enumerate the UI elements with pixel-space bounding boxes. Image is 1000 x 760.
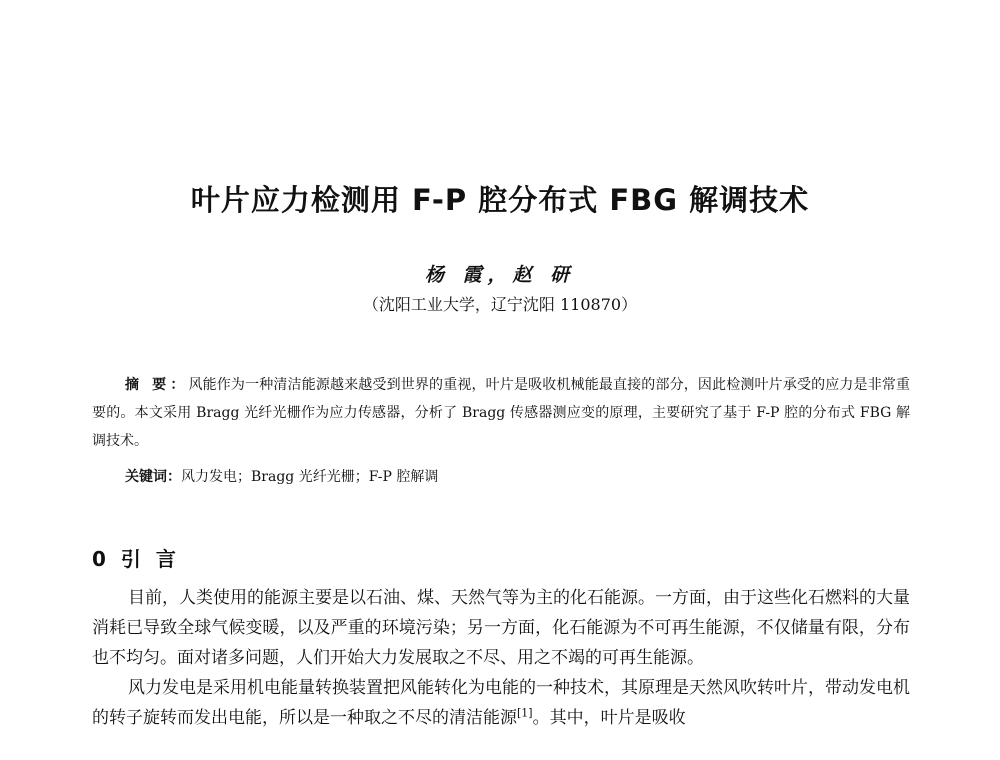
- introduction-body: [92, 583, 910, 733]
- section-heading-introduction: 0 引 言: [92, 547, 180, 571]
- paper-authors: 杨 霞，赵 研: [424, 264, 576, 286]
- abstract-text: 风能作为一种清洁能源越来越受到世界的重视，叶片是吸收机械能最直接的部分，因此检测叶片承受的应力是非常重要的。本文采用 Bragg 光纤光栅作为应力传感器，分析了 Bragg 传感器测应变的原理，主要研究了基于 F-P 腔的分布式 FBG 解调技术。: [92, 377, 911, 449]
- keywords-label: 关键词：: [125, 469, 181, 485]
- abstract-block: [92, 371, 910, 455]
- paragraph-2-continued: 。其中，叶片是吸收: [532, 708, 686, 728]
- paragraph-1: 目前，人类使用的能源主要是以石油、煤、天然气等为主的化石能源。一方面，由于这些化石燃料的大量消耗已导致全球气候变暖，以及严重的环境污染；另一方面，化石能源为不可再生能源，不仅储量有限，分布也不均匀。面对诸多问题，人们开始大力发展取之不尽、用之不竭的可再生能源。: [92, 588, 910, 668]
- paragraph-2: [92, 673, 910, 733]
- paper-title: 叶片应力检测用 F-P 腔分布式 FBG 解调技术: [190, 183, 810, 217]
- keywords-text: 风力发电；Bragg 光纤光栅；F-P 腔解调: [181, 469, 439, 485]
- keywords-block: [125, 465, 910, 489]
- author-affiliation: （沈阳工业大学，辽宁沈阳 110870）: [362, 295, 638, 314]
- paragraph-2-text: 风力发电是采用机电能量转换装置把风能转化为电能的一种技术，其原理是天然风吹转叶片，带动发电机的转子旋转而发出电能，所以是一种取之不尽的清洁能源: [92, 678, 910, 728]
- citation-ref[interactable]: [1]: [517, 706, 533, 720]
- abstract-label: 摘 要：: [125, 377, 189, 393]
